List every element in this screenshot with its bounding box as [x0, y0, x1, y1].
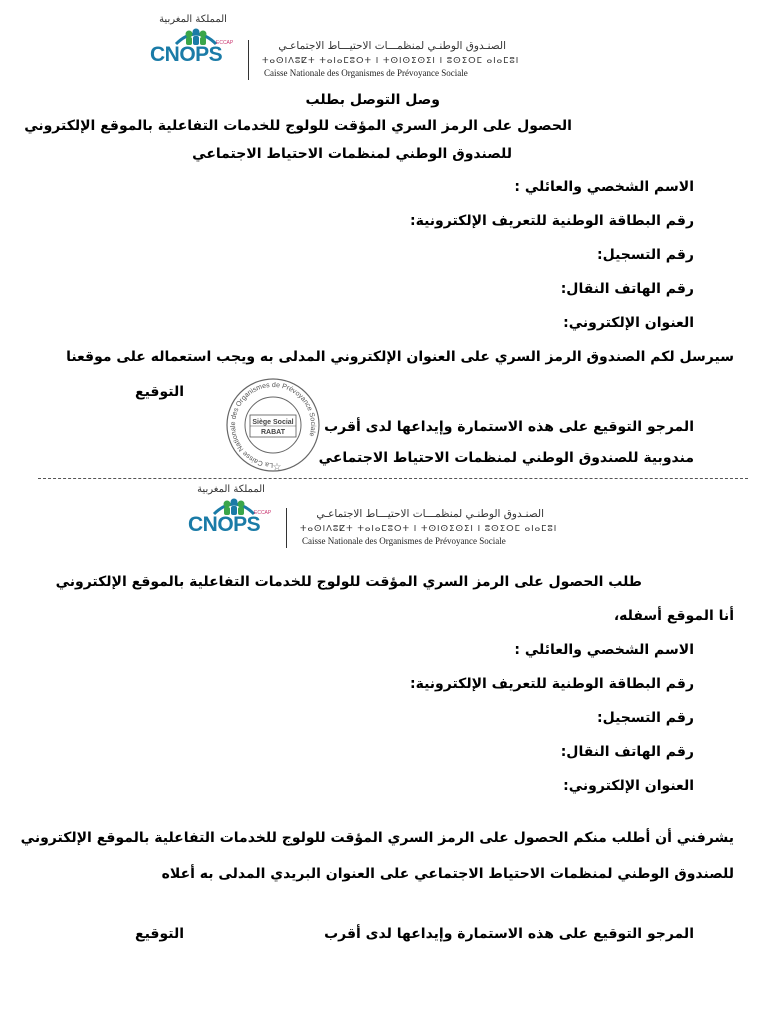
arabic-org-name: الصنـدوق الوطنـي لمنظمـــات الاحتيـــاط الاجتماعـي: [316, 508, 544, 520]
logo-text: CNOPS: [188, 513, 261, 536]
receipt-notice: سيرسل لكم الصندوق الرمز السري على العنوان الإلكتروني المدلى به ويجب استعماله على موقعنا: [66, 349, 734, 365]
siege-social-stamp: [220, 377, 326, 477]
kingdom-label: المملكة المغربية: [159, 14, 227, 25]
tifinagh-org-name: ⵜⴰⵙⵏⴷⵓⵇⵜ ⵜⴰⵏⴰⵎⵓⵔⵜ ⵏ ⵜⵙⵏⵙⵉⵙⵉⵏ ⵏ ⵓⵙⵉⵔⵎ ⴰⵏⴰⵎⵓⵏ: [300, 524, 558, 534]
receipt-subtitle: الحصول على الرمز السري المؤقت للولوج للخدمات التفاعلية بالموقع الإلكتروني: [24, 118, 572, 134]
request-intro: أنا الموقع أسفله،: [613, 608, 734, 624]
header-bottom: [188, 484, 568, 554]
receipt-instruction-2: مندوبية للصندوق الوطني لمنظمات الاحتياط الاجتماعي: [318, 450, 694, 466]
stamp-line-2: RABAT: [261, 429, 285, 436]
receipt-field-phone: رقم الهاتف النقال:: [560, 281, 694, 297]
receipt-field-registration: رقم التسجيل:: [597, 247, 694, 263]
receipt-field-name: الاسم الشخصي والعائلي :: [514, 179, 694, 195]
request-field-email: العنوان الإلكتروني:: [563, 778, 694, 794]
request-body-1: يشرفني أن أطلب منكم الحصول على الرمز السري المؤقت للولوج للخدمات التفاعلية بالموقع الإلكتروني: [20, 830, 734, 846]
receipt-field-cin: رقم البطاقة الوطنية للتعريف الإلكترونية:: [410, 213, 694, 229]
star-icon: ☆: [272, 462, 282, 473]
request-field-cin: رقم البطاقة الوطنية للتعريف الإلكترونية:: [410, 676, 694, 692]
request-signature-label: التوقيع: [135, 926, 184, 942]
receipt-title: وصل التوصل بطلب: [305, 92, 440, 108]
cut-line-divider: [38, 478, 748, 479]
receipt-subtitle-org: للصندوق الوطني لمنظمات الاحتياط الاجتماعي: [192, 146, 512, 162]
tifinagh-org-name: ⵜⴰⵙⵏⴷⵓⵇⵜ ⵜⴰⵏⴰⵎⵓⵔⵜ ⵏ ⵜⵙⵏⵙⵉⵙⵉⵏ ⵏ ⵓⵙⵉⵔⵎ ⴰⵏⴰⵎⵓⵏ: [262, 56, 520, 66]
receipt-signature-label: التوقيع: [135, 384, 184, 400]
receipt-field-email: العنوان الإلكتروني:: [563, 315, 694, 331]
cnops-logo: [188, 496, 280, 540]
stamp-ring-text: La Caisse Nationale des Organismes de Prévoyance Sociale: [230, 381, 317, 469]
request-field-phone: رقم الهاتف النقال:: [560, 744, 694, 760]
logo-subtext: ECCAP: [254, 510, 272, 516]
receipt-instruction-1: المرجو التوقيع على هذه الاستمارة وإيداعها لدى أقرب: [324, 419, 694, 435]
cnops-logo: [150, 26, 242, 70]
request-body-2: للصندوق الوطني لمنظمات الاحتياط الاجتماعي على العنوان البريدي المدلى به أعلاه: [161, 866, 734, 882]
header-separator: [248, 40, 249, 80]
logo-text: CNOPS: [150, 43, 223, 66]
french-org-name: Caisse Nationale des Organismes de Prévoyance Sociale: [264, 68, 468, 78]
stamp-line-1: Siège Social: [252, 419, 294, 426]
request-field-name: الاسم الشخصي والعائلي :: [514, 642, 694, 658]
request-title: طلب الحصول على الرمز السري المؤقت للولوج للخدمات التفاعلية بالموقع الإلكتروني: [55, 574, 642, 590]
kingdom-label: المملكة المغربية: [197, 484, 265, 495]
arabic-org-name: الصنـدوق الوطنـي لمنظمـــات الاحتيـــاط الاجتماعـي: [278, 40, 506, 52]
header-separator: [286, 508, 287, 548]
request-field-registration: رقم التسجيل:: [597, 710, 694, 726]
logo-subtext: ECCAP: [216, 40, 234, 46]
french-org-name: Caisse Nationale des Organismes de Prévoyance Sociale: [302, 536, 506, 546]
header-top: [150, 14, 530, 84]
request-instruction: المرجو التوقيع على هذه الاستمارة وإيداعها لدى أقرب: [324, 926, 694, 942]
